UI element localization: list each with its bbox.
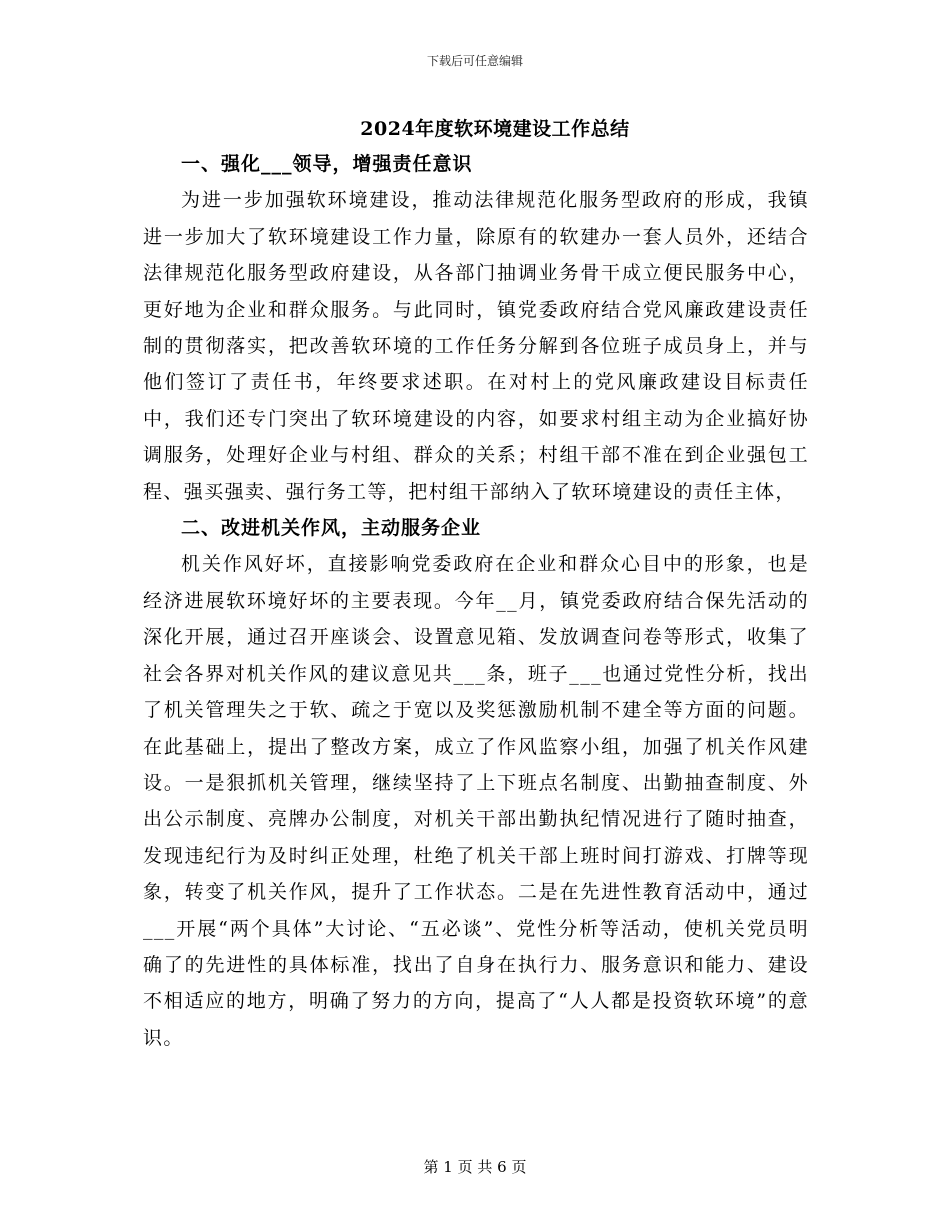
section-paragraph-1: 为进一步加强软环境建设，推动法律规范化服务型政府的形成，我镇进一步加大了软环境建设工作力量，除原有的软建办一套人员外，还结合法律规范化服务型政府建设，从各部门抽调业务骨干成立便民服务中心，更好地为企业和群众服务。与此同时，镇党委政府结合党风廉政建设责任制的贯彻落实，把改善软环境的工作任务分解到各位班子成员身上，并与他们签订了责任书，年终要求述职。在对村上的党风廉政建设目标责任中，我们还专门突出了软环境建设的内容，如要求村组主动为企业搞好协调服务，处理好企业与村组、群众的关系；村组干部不准在到企业强包工程、强买强卖、强行务工等，把村组干部纳入了软环境建设的责任主体， (143, 189, 809, 503)
header-note: 下载后可任意编辑 (426, 54, 523, 68)
section-paragraph-2: 机关作风好坏，直接影响党委政府在企业和群众心目中的形象，也是经济进展软环境好坏的主要表现。今年__月，镇党委政府结合保先活动的深化开展，通过召开座谈会、设置意见箱、发放调查问卷等形式，收集了社会各界对机关作风的建议意见共___条，班子___也通过党性分析，找出了机关管理失之于软、疏之于宽以及奖惩激励机制不建全等方面的问题。在此基础上，提出了整改方案，成立了作风监察小组，加强了机关作风建设。一是狠抓机关管理，继续坚持了上下班点名制度、出勤抽查制度、外出公示制度、亮牌办公制度，对机关干部出勤执纪情况进行了随时抽查，发现违纪行为及时纠正处理，杜绝了机关干部上班时间打游戏、打牌等现象，转变了机关作风，提升了工作状态。二是在先进性教育活动中，通过___开展“两个具体”大讨论、“五必谈”、党性分析等活动，使机关党员明确了的先进性的具体标准，找出了自身在执行力、服务意识和能力、建设不相适应的地方，明确了努力的方向，提高了“人人都是投资软环境”的意识。 (143, 553, 809, 1049)
page-number: 第 1 页 共 6 页 (423, 1158, 527, 1176)
document-title: 2024年度软环境建设工作总结 (360, 118, 630, 140)
section-heading-2: 二、改进机关作风，主动服务企业 (181, 517, 482, 540)
section-heading-1: 一、强化___领导，增强责任意识 (181, 153, 473, 175)
document-body (143, 146, 809, 1056)
